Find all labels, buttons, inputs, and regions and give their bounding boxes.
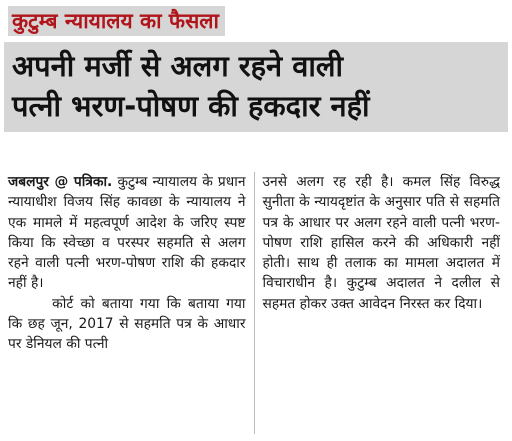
paragraph-1-text: कुटुम्ब न्यायालय के प्रधान न्यायाधीश विजय सिंह कावछा के न्यायालय ने एक मामले में महत्वपूर्ण आदेश के जरिए स्पष्ट किया कि स्वेच्छा व परस्पर सहमति से अलग रहने वाली पत्नी भरण-पोषण राशि की हकदार नहीं है। [8,174,246,292]
article-paragraph-3: उनसे अलग रह रही है। कमल सिंह विरुद्ध सुनीता के न्यायदृष्टांत के अनुसार पति से सहमति पत्र के आधार पर अलग रहने वाली पत्नी भरण-पोषण राशि हासिल करने की अधिकारी नहीं होती। साथ ही तलाक का मामला अदालत में विचाराधीन है। कुटुम्ब अदालत ने दलील से सहमत होकर उक्त आवेदन निरस्त कर दिया। [262,174,500,312]
kicker-label: कुटुम्ब न्यायालय का फैसला [8,6,225,36]
article-column-left [4,172,255,434]
article-paragraph-2: कोर्ट को बताया गया कि बताया गया कि छह जून, 2017 से सहमति पत्र के आधार पर डेनियल की पत्नी [8,295,246,353]
article-paragraph-1 [8,172,246,294]
article-body [4,172,508,434]
headline [4,42,508,132]
dateline: जबलपुर @ पत्रिका. [8,174,113,190]
article-column-right [255,172,509,434]
headline-line-1: अपनी मर्जी से अलग रहने वाली [12,49,343,83]
headline-line-2: पत्नी भरण-पोषण की हकदार नहीं [12,89,370,123]
